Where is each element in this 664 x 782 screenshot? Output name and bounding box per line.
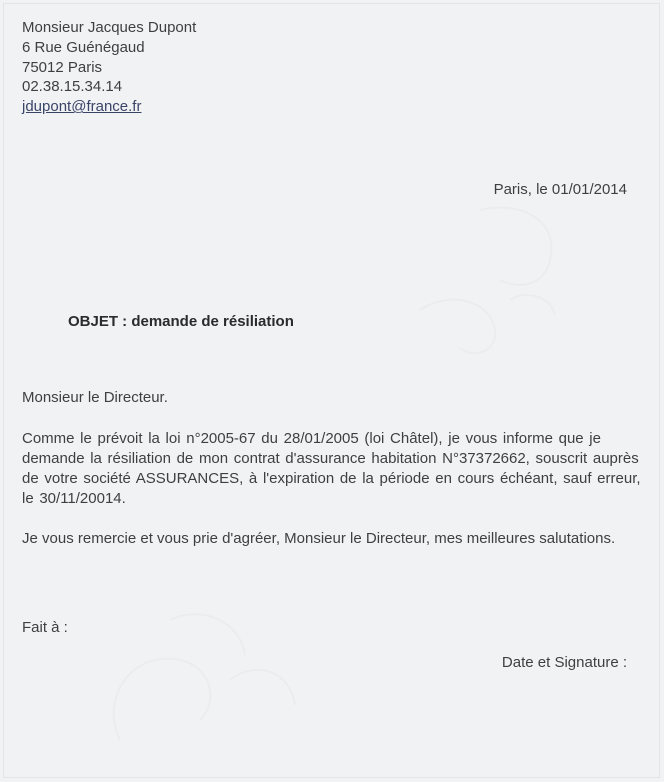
- watermark-swirl-icon: [80, 590, 320, 770]
- salutation: Monsieur le Directeur.: [22, 389, 168, 406]
- sender-address-line2: 75012 Paris: [22, 58, 103, 76]
- signature-label: Date et Signature :: [501, 654, 627, 671]
- subject-line: OBJET : demande de résiliation: [68, 313, 294, 330]
- date-line: Paris, le 01/01/2014: [493, 181, 627, 198]
- sender-address-line1: 6 Rue Guénégaud: [22, 38, 145, 56]
- sender-phone: 02.38.15.34.14: [22, 78, 123, 96]
- sender-block: [22, 18, 196, 117]
- closing-paragraph: Je vous remercie et vous prie d'agréer, Monsieur le Directeur, mes meilleures salutations.: [22, 530, 616, 547]
- place-label: Fait à :: [22, 619, 68, 636]
- watermark-swirl-icon: [360, 190, 580, 370]
- sender-email-link[interactable]: jdupont@france.fr: [22, 98, 142, 116]
- sender-name: Monsieur Jacques Dupont: [22, 19, 197, 36]
- body-paragraph: Comme le prévoit la loi n°2005-67 du 28/01/2005 (loi Châtel), je vous informe que je demande la résiliation de mon contrat d'assurance habitation N°37372662, souscrit auprès de votre société ASSURANCES, à l'expiration de la période en cours échéant, sauf erreur, le 30/11/20014.: [22, 430, 641, 507]
